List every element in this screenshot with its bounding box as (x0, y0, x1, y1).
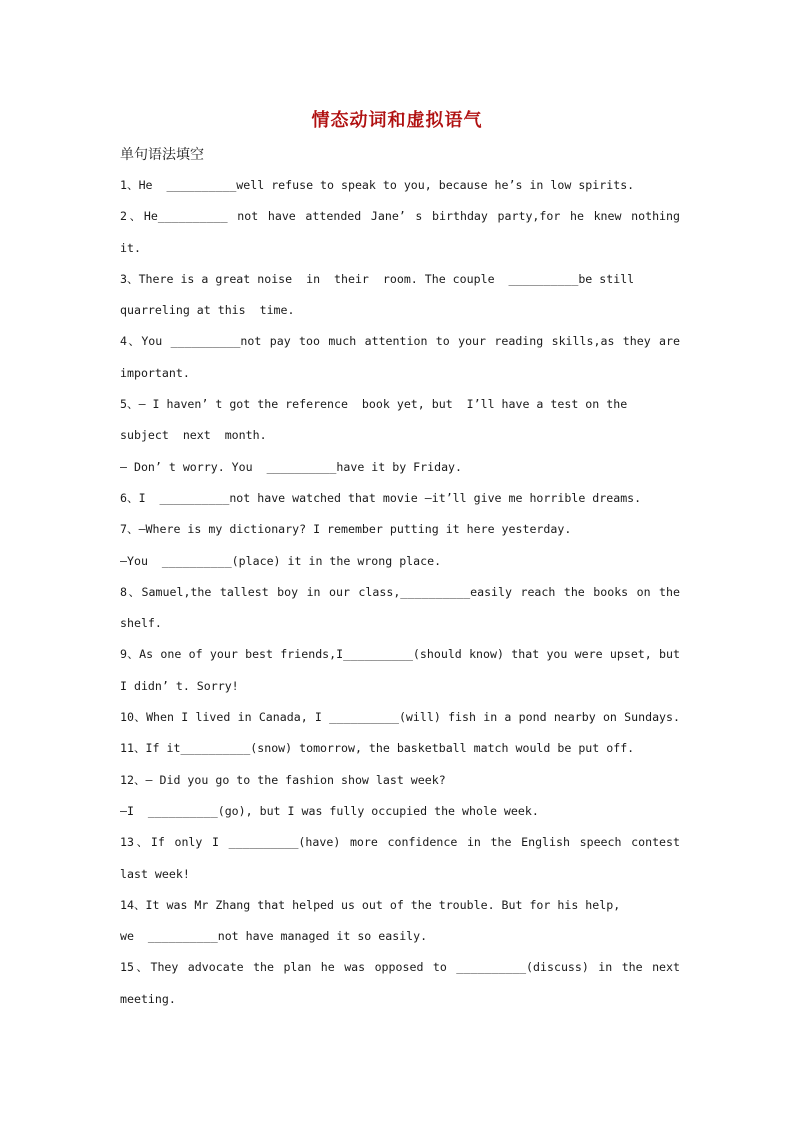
exercise-line: 11、If it__________(snow) tomorrow, the basketball match would be put off. (120, 741, 635, 756)
exercise-line: —I __________(go), but I was fully occupied the whole week. (120, 803, 539, 818)
exercise-line: — Don’ t worry. You __________have it by Friday. (120, 459, 463, 474)
section-heading: 单句语法填空 (120, 147, 204, 163)
exercise-list (120, 170, 680, 1015)
exercise-line: —You __________(place) it in the wrong place. (120, 553, 442, 568)
page-title: 情态动词和虚拟语气 (311, 110, 483, 131)
exercise-line: 14、It was Mr Zhang that helped us out of the trouble. But for his help, (120, 897, 621, 912)
exercise-line: important. (120, 365, 190, 380)
exercise-line: 1、He __________well refuse to speak to you, because he’s in low spirits. (120, 178, 635, 192)
exercise-line: 7、—Where is my dictionary? I remember putting it here yesterday. (120, 522, 572, 537)
exercise-line: we __________not have managed it so easily. (120, 929, 428, 944)
exercise-line: 6、I __________not have watched that movie —it’ll give me horrible dreams. (120, 490, 642, 505)
exercise-line: 12、— Did you go to the fashion show last week? (120, 772, 446, 787)
exercise-line: 2、He__________ not have attended Jane’ s birthday party,for he knew nothing (120, 209, 680, 224)
exercise-line: 13、If only I __________(have) more confidence in the English speech contest (120, 835, 680, 850)
exercise-line: quarreling at this time. (120, 303, 295, 318)
exercise-line: 9、As one of your best friends,I__________(should know) that you were upset, but (120, 647, 680, 662)
exercise-line: I didn’ t. Sorry! (120, 678, 239, 693)
exercise-line: 5、— I haven’ t got the reference book yet, but I’ll have a test on the (120, 397, 628, 412)
exercise-line: last week! (120, 866, 190, 881)
exercise-line: subject next month. (120, 428, 267, 443)
exercise-line: shelf. (120, 616, 162, 631)
exercise-line: it. (120, 240, 141, 255)
exercise-line: 4、You __________not pay too much attention to your reading skills,as they are (120, 334, 680, 349)
exercise-line: 10、When I lived in Canada, I __________(will) fish in a pond nearby on Sundays. (120, 710, 680, 725)
exercise-line: 8、Samuel,the tallest boy in our class,__________easily reach the books on the (120, 584, 680, 599)
exercise-line: meeting. (120, 991, 176, 1006)
exercise-line: 3、There is a great noise in their room. The couple __________be still (120, 271, 635, 286)
exercise-line: 15、They advocate the plan he was opposed to __________(discuss) in the next (120, 960, 680, 975)
